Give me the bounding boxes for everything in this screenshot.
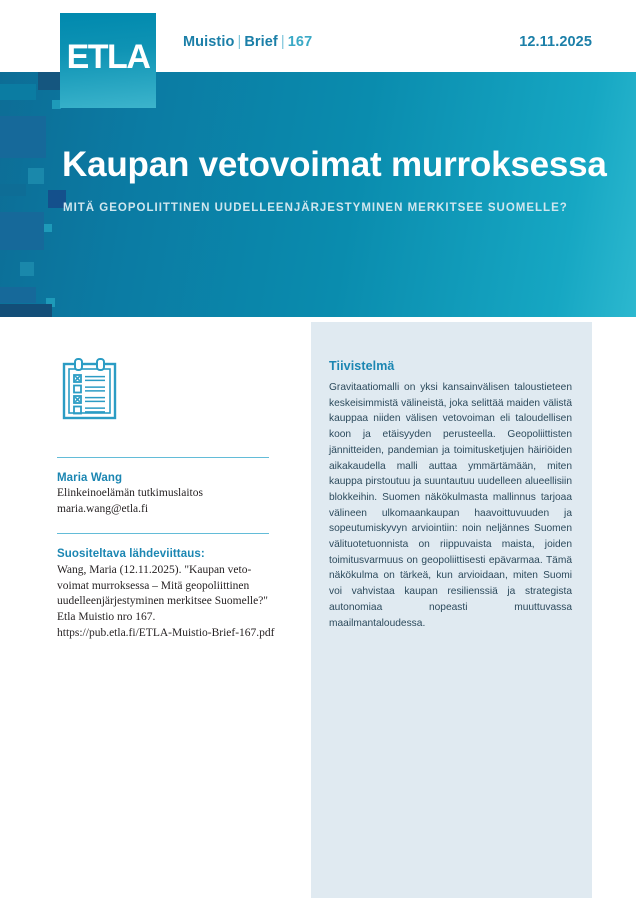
citation-heading: Suositeltava lähdeviittaus: bbox=[57, 547, 205, 560]
clipboard-checklist-icon bbox=[62, 358, 285, 425]
left-column bbox=[57, 322, 285, 642]
etla-logo-text: ETLA bbox=[66, 38, 150, 76]
decoration-square bbox=[0, 116, 46, 158]
decoration-square bbox=[20, 262, 34, 276]
citation-block bbox=[57, 548, 285, 642]
decoration-square bbox=[0, 304, 52, 317]
document-title: Kaupan vetovoimat murroksessa bbox=[62, 145, 607, 184]
series-separator-1: | bbox=[237, 34, 242, 50]
citation-line: Etla Muistio nro 167. bbox=[57, 611, 156, 624]
abstract-panel bbox=[311, 322, 592, 898]
series-name: Muistio bbox=[183, 34, 235, 50]
decoration-square bbox=[44, 224, 52, 232]
series-name-en: Brief bbox=[244, 34, 278, 50]
decoration-square bbox=[28, 168, 44, 184]
document-subtitle: MITÄ GEOPOLIITTINEN UUDELLEENJÄRJESTYMINEN MERKITSEE SUOMELLE? bbox=[63, 202, 568, 214]
series-number: 167 bbox=[287, 34, 313, 50]
citation-line: Wang, Maria (12.11.2025). "Kaupan veto- bbox=[57, 563, 252, 576]
decoration-square bbox=[0, 212, 44, 250]
decoration-square bbox=[0, 287, 36, 303]
divider-above-citation bbox=[57, 533, 269, 534]
author-affiliation: Elinkeinoelämän tutkimuslaitos bbox=[57, 487, 203, 499]
title-banner bbox=[0, 72, 636, 317]
citation-line: uudelleenjärjestyminen merkitsee Suomelle?" bbox=[57, 595, 268, 608]
author-block bbox=[57, 472, 285, 518]
series-separator-2: | bbox=[280, 34, 285, 50]
citation-url[interactable]: https://pub.etla.fi/ETLA-Muistio-Brief-167.pdf bbox=[57, 627, 275, 640]
divider-above-author bbox=[57, 457, 269, 458]
abstract-text: Gravitaatiomalli on yksi kansainvälisen taloustieteen keskeisimmistä välineistä, joka selittää maiden välistä kauppaa niiden välisen vetovoiman eli taloudellisen koon ja etäisyyden perusteella. Geopoliittisten jännitteiden, pandemian ja toimitusketjujen häiriöiden aikakaudella malli auttaa ymmärtämään, miten kauppa pirstoutuu ja suuntautuu uudelleen alueellisiin blokkeihin. Suomen näkökulmasta mallinnus tarjoaa välineen ulkomaankaupan haavoittuvuuden ja sopeutumiskyvyn arviointiin: noin neljännes Suomen välituotetuonnista on riippuvaista maista, joiden toimitusvarmuus on geopoliittisesti epävarmaa. Tämä näkökulma on tärkeä, kun arvioidaan, miten Suomi voi vahvistaa kaupan resilienssiä ja strategista autonomiaa nopeasti muuttuvassa maailmantaloudessa. bbox=[329, 382, 572, 629]
citation-line: voimat murroksessa – Mitä geopoliittinen bbox=[57, 579, 250, 592]
decoration-square bbox=[0, 184, 26, 196]
abstract-heading: Tiivistelmä bbox=[329, 359, 395, 373]
author-name: Maria Wang bbox=[57, 472, 123, 484]
publication-date: 12.11.2025 bbox=[519, 34, 592, 50]
etla-logo bbox=[60, 13, 156, 108]
series-label bbox=[183, 34, 312, 50]
author-email[interactable]: maria.wang@etla.fi bbox=[57, 502, 149, 515]
decoration-square bbox=[0, 84, 36, 100]
